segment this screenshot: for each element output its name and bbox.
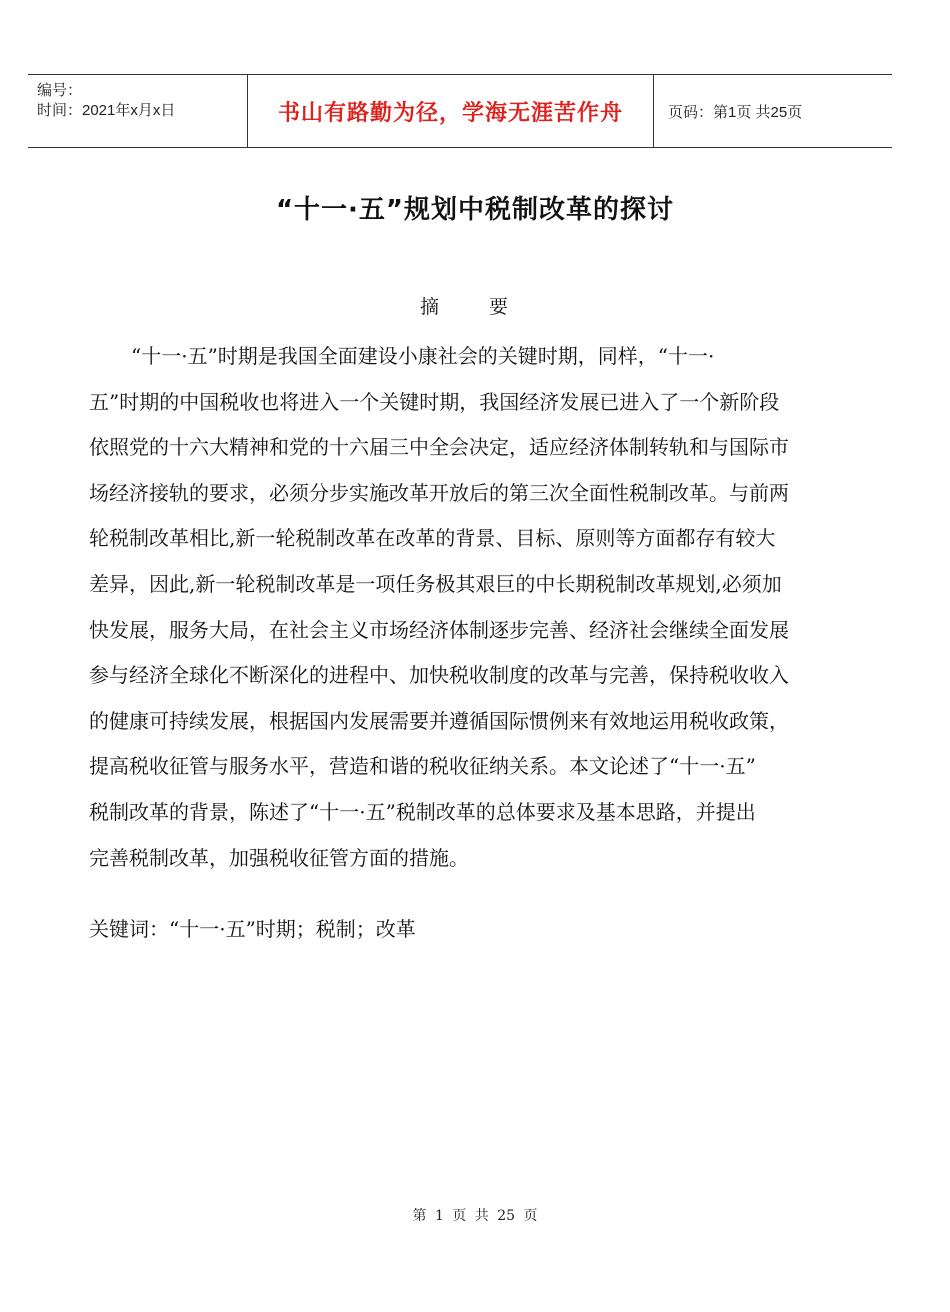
- page-footer: 第 1 页 共 25 页: [412, 1208, 538, 1224]
- motto-text: 书山有路勤为径，学海无涯苦作舟: [277, 100, 623, 126]
- abstract-heading-text: 摘 要: [419, 296, 531, 318]
- abstract-line: “十一·五”时期是我国全面建设小康社会的关键时期，同样，“十一·: [131, 344, 715, 368]
- header-meta-cell: [28, 75, 248, 147]
- abstract-line: 快发展，服务大局，在社会主义市场经济体制逐步完善、经济社会继续全面发展: [89, 617, 789, 642]
- abstract-line: 差异，因此,新一轮税制改革是一项任务极其艰巨的中长期税制改革规划,必须加: [89, 571, 782, 596]
- header-motto-cell: [248, 75, 654, 147]
- abstract-line: 税制改革的背景，陈述了“十一·五”税制改革的总体要求及基本思路，并提出: [89, 799, 756, 824]
- document-header: [28, 74, 892, 148]
- abstract-heading: [0, 292, 950, 319]
- abstract-line: 提高税收征管与服务水平，营造和谐的税收征纳关系。本文论述了“十一·五”: [89, 754, 756, 779]
- document-title: “十一·五”规划中税制改革的探讨: [275, 195, 675, 225]
- abstract-line: 参与经济全球化不断深化的进程中、加快税收制度的改革与完善，保持税收收入: [89, 663, 789, 688]
- abstract-line: 五”时期的中国税收也将进入一个关键时期，我国经济发展已进入了一个新阶段: [89, 389, 780, 414]
- time-label: 时间：2021年x月x日: [37, 102, 176, 119]
- header-page-cell: [654, 75, 892, 147]
- page-info: 页码：第1页 共25页: [668, 103, 803, 121]
- abstract-body: [89, 337, 859, 884]
- abstract-line: 依照党的十六大精神和党的十六届三中全会决定，适应经济体制转轨和与国际市: [89, 435, 789, 460]
- abstract-line: 轮税制改革相比,新一轮税制改革在改革的背景、目标、原则等方面都存有较大: [89, 526, 776, 551]
- keywords-line: 关键词：“十一·五”时期；税制；改革: [89, 917, 416, 941]
- number-label: 编号：: [37, 82, 83, 99]
- abstract-line: 场经济接轨的要求，必须分步实施改革开放后的第三次全面性税制改革。与前两: [89, 480, 789, 505]
- abstract-line: 的健康可持续发展，根据国内发展需要并遵循国际惯例来有效地运用税收政策，: [89, 708, 789, 733]
- abstract-line: 完善税制改革，加强税收征管方面的措施。: [89, 845, 469, 870]
